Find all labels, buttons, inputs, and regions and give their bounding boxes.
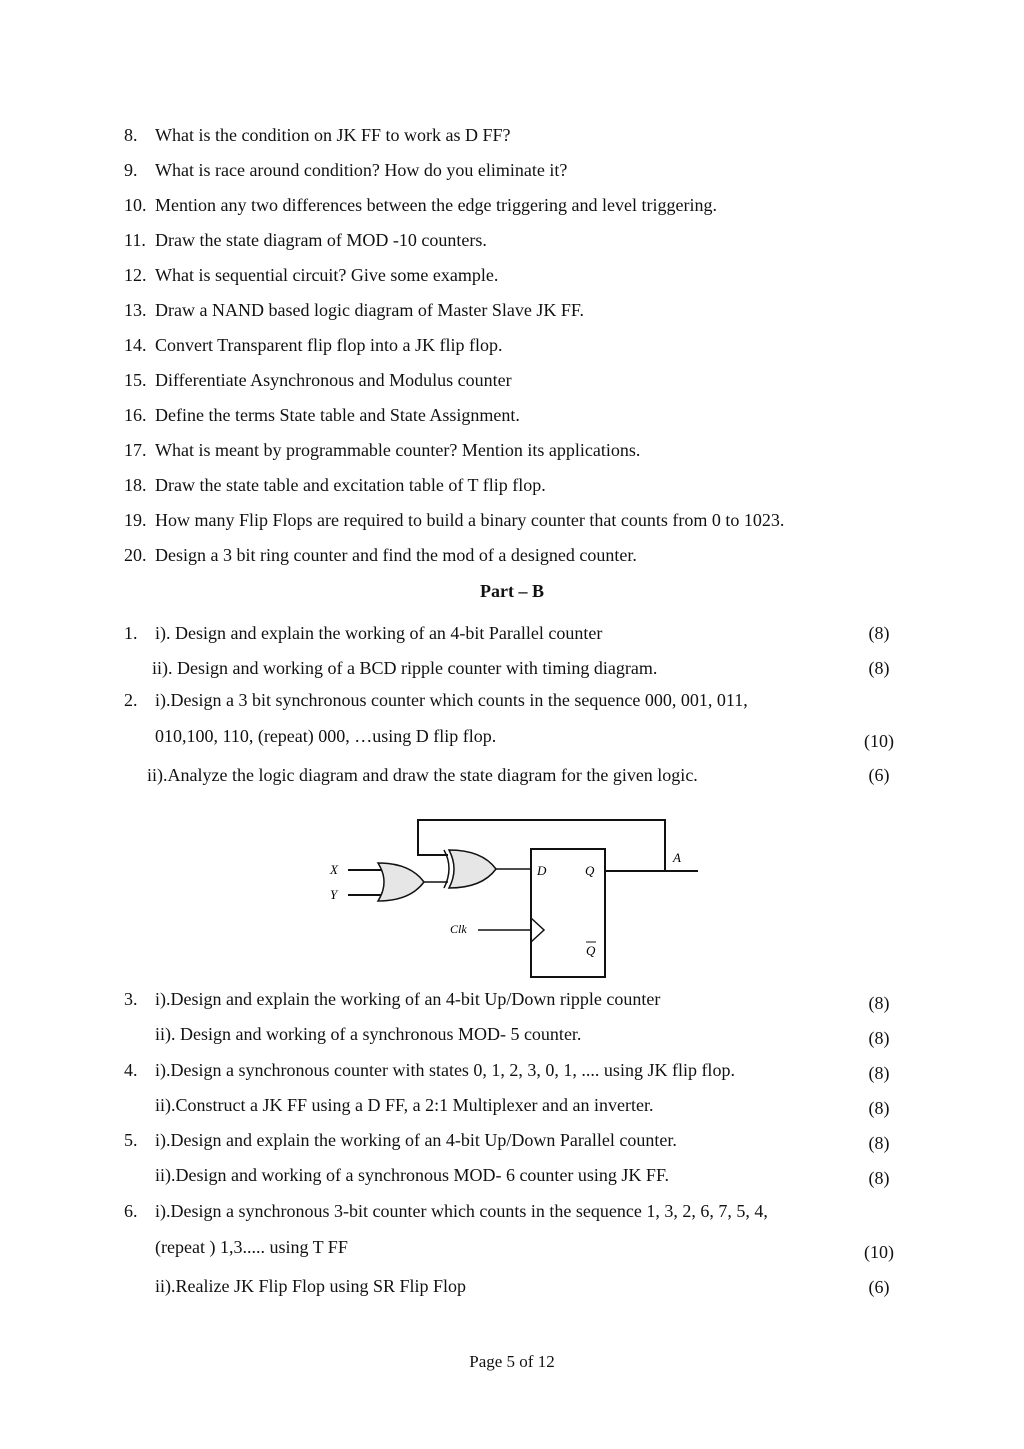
question-number: 4.: [124, 1060, 138, 1080]
question-number: 13.: [124, 300, 147, 320]
question-text: i).Design and explain the working of an 4-bit Up/Down ripple counter: [155, 989, 661, 1009]
question-number: 8.: [124, 125, 138, 145]
page-number: Page 5 of 12: [469, 1352, 555, 1371]
question-number: 9.: [124, 160, 138, 180]
question-text: What is the condition on JK FF to work as D FF?: [155, 125, 511, 145]
question-number: 14.: [124, 335, 147, 355]
question-text: ii). Design and working of a BCD ripple counter with timing diagram.: [152, 658, 658, 678]
marks: (8): [868, 993, 890, 1013]
marks: (8): [868, 1168, 890, 1188]
label-q: Q: [585, 863, 595, 878]
question-number: 1.: [124, 623, 138, 643]
xor-gate: [449, 850, 496, 888]
question-text: Define the terms State table and State Assignment.: [155, 405, 520, 425]
marks: (8): [868, 1028, 890, 1048]
question-text: i).Design a 3 bit synchronous counter which counts in the sequence 000, 001, 011,: [155, 690, 748, 710]
question-text: ii).Analyze the logic diagram and draw the state diagram for the given logic.: [147, 765, 698, 785]
marks: (8): [868, 1063, 890, 1083]
question-number: 15.: [124, 370, 147, 390]
logic-diagram: [320, 810, 720, 990]
question-text: ii).Construct a JK FF using a D FF, a 2:1 Multiplexer and an inverter.: [155, 1095, 654, 1115]
question-number: 17.: [124, 440, 147, 460]
question-text: i).Design a synchronous counter with states 0, 1, 2, 3, 0, 1, .... using JK flip flop.: [155, 1060, 735, 1080]
question-text: 010,100, 110, (repeat) 000, …using D flip flop.: [155, 726, 497, 746]
question-text: Differentiate Asynchronous and Modulus counter: [155, 370, 512, 390]
label-qbar: Q: [586, 943, 596, 958]
question-text: i).Design and explain the working of an 4-bit Up/Down Parallel counter.: [155, 1130, 677, 1150]
question-text: Convert Transparent flip flop into a JK flip flop.: [155, 335, 503, 355]
or-gate: [378, 863, 424, 901]
question-number: 20.: [124, 545, 147, 565]
marks: (8): [868, 623, 890, 643]
question-text: How many Flip Flops are required to build a binary counter that counts from 0 to 1023.: [155, 510, 785, 530]
marks: (6): [868, 765, 890, 785]
question-text: ii). Design and working of a synchronous MOD- 5 counter.: [155, 1024, 582, 1044]
question-text: i). Design and explain the working of an 4-bit Parallel counter: [155, 623, 603, 643]
marks: (10): [864, 1242, 894, 1262]
label-clk: Clk: [450, 922, 467, 936]
question-number: 12.: [124, 265, 147, 285]
question-number: 3.: [124, 989, 138, 1009]
question-number: 5.: [124, 1130, 138, 1150]
question-number: 6.: [124, 1201, 138, 1221]
question-text: i).Design a synchronous 3-bit counter which counts in the sequence 1, 3, 2, 6, 7, 5, 4,: [155, 1201, 768, 1221]
question-text: ii).Realize JK Flip Flop using SR Flip Flop: [155, 1276, 467, 1296]
marks: (6): [868, 1277, 890, 1297]
label-d: D: [537, 863, 547, 878]
question-text: Design a 3 bit ring counter and find the mod of a designed counter.: [155, 545, 637, 565]
question-text: Mention any two differences between the edge triggering and level triggering.: [155, 195, 717, 215]
question-number: 11.: [124, 230, 146, 250]
question-text: What is race around condition? How do you eliminate it?: [155, 160, 568, 180]
part-b-heading: Part – B: [480, 581, 544, 601]
question-text: ii).Design and working of a synchronous MOD- 6 counter using JK FF.: [155, 1165, 670, 1185]
marks: (8): [868, 1133, 890, 1153]
marks: (8): [868, 658, 890, 678]
question-text: What is meant by programmable counter? Mention its applications.: [155, 440, 641, 460]
label-a: A: [673, 850, 681, 865]
question-text: Draw the state table and excitation table of T flip flop.: [155, 475, 546, 495]
question-number: 16.: [124, 405, 147, 425]
question-text: Draw a NAND based logic diagram of Master Slave JK FF.: [155, 300, 584, 320]
question-number: 10.: [124, 195, 147, 215]
question-text: What is sequential circuit? Give some example.: [155, 265, 499, 285]
question-number: 2.: [124, 690, 138, 710]
label-x: X: [330, 862, 338, 877]
question-text: (repeat ) 1,3..... using T FF: [155, 1237, 348, 1257]
label-y: Y: [330, 887, 338, 902]
question-text: Draw the state diagram of MOD -10 counters.: [155, 230, 487, 250]
question-number: 18.: [124, 475, 147, 495]
marks: (10): [864, 731, 894, 751]
marks: (8): [868, 1098, 890, 1118]
question-number: 19.: [124, 510, 147, 530]
